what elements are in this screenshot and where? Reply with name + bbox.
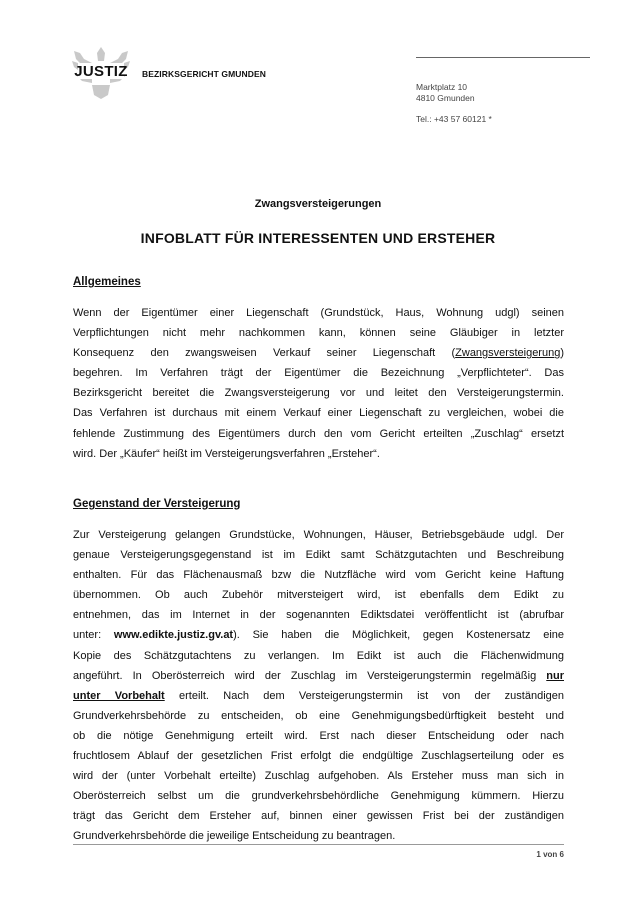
text-line: Verpflichtungen nicht mehr nachkommen kann, können seine Gläubiger in letzter — [73, 327, 564, 340]
section-heading-allgemeines: Allgemeines — [73, 276, 141, 288]
justiz-logo — [70, 45, 132, 100]
text-line: unter Vorbehalt erteilt. Nach dem Versteigerungstermin ist von der zuständigen — [73, 689, 564, 702]
text-line: ob die nötige Genehmigung erteilt wird. Erst nach dieser Entscheidung oder nach — [73, 729, 564, 742]
footer-divider — [73, 844, 564, 845]
address-street: Marktplatz 10 — [416, 82, 468, 92]
text-line: fehlende Zustimmung des Eigentümers durch den vom Gericht erteilten „Zuschlag“ ersetzt — [73, 427, 564, 440]
section-body-gegenstand — [73, 525, 564, 847]
text-line: Kopie des Schätzgutachtens zu verlangen. Im Edikt ist auch die Flächenwidmung — [73, 649, 564, 662]
page-number: 1 von 6 — [536, 850, 564, 859]
text-line: angeführt. In Oberösterreich wird der Zuschlag im Versteigerungstermin regelmäßig nur — [73, 669, 564, 682]
zwangsversteigerung-link[interactable]: Zwangsversteigerung — [455, 347, 561, 360]
text-line: Oberösterreich selbst um die grundverkehrsbehördliche Genehmigung kümmern. Hierzu — [73, 790, 564, 803]
court-name: BEZIRKSGERICHT GMUNDEN — [142, 69, 267, 79]
text-line: Bezirksgericht bereitet die Zwangsversteigerung vor und leitet den Versteigerungstermin. — [73, 387, 564, 400]
emphasis-nur: nur — [546, 669, 564, 682]
address-city: 4810 Gmunden — [416, 93, 475, 103]
text-line: Zur Versteigerung gelangen Grundstücke, Wohnungen, Häuser, Betriebsgebäude udgl. Der — [73, 529, 564, 541]
section-body-allgemeines — [73, 303, 564, 464]
text-line: Das Verfahren ist durchaus mit einem Verkauf einer Liegenschaft zu vergleichen, wobei die — [73, 407, 564, 420]
phone-number: Tel.: +43 57 60121 * — [416, 114, 492, 124]
text-line: unter: www.edikte.justiz.gv.at). Sie haben die Möglichkeit, gegen Kostenersatz eine — [73, 629, 565, 642]
text-line: wird. Der „Käufer“ heißt im Versteigerungsverfahren „Ersteher“. — [73, 447, 380, 460]
text-line: trägt das Gericht dem Ersteher auf, binnen einer gewissen Frist bei der zuständigen — [73, 810, 564, 823]
document-title: INFOBLATT FÜR INTERESSENTEN UND ERSTEHER — [140, 230, 496, 246]
text-line: Grundverkehrsbehörde zu entscheiden, ob eine Genehmigungsbedürftigkeit besteht und — [73, 709, 564, 722]
text-line: fruchtlosem Ablauf der gesetzlichen Frist erfolgt die endgültige Zuschlagserteilung oder es — [73, 750, 564, 763]
text-line: entnehmen, das im Internet in der sogenannten Ediktsdatei veröffentlicht ist (abrufbar — [73, 609, 564, 622]
document-subtitle: Zwangsversteigerungen — [254, 198, 382, 210]
court-address — [416, 82, 492, 125]
logo-text: JUSTIZ — [74, 63, 128, 80]
text-line: genaue Versteigerungsgegenstand ist im Edikt samt Schätzgutachten und Beschreibung — [73, 549, 564, 562]
text-line: Wenn der Eigentümer einer Liegenschaft (Grundstück, Haus, Wohnung udgl) seinen — [73, 307, 564, 319]
eagle-emblem-icon — [70, 45, 132, 100]
text-line: Grundverkehrsbehörde die jeweilige Entscheidung zu beantragen. — [73, 830, 396, 843]
section-heading-gegenstand: Gegenstand der Versteigerung — [73, 498, 241, 510]
text-line: Konsequenz den zwangsweisen Verkauf seiner Liegenschaft (Zwangsversteigerung) — [73, 347, 564, 360]
text-line: wird der (unter Vorbehalt erteilte) Zuschlag aufgehoben. Als Ersteher muss man sich in — [73, 770, 564, 783]
text-line: begehren. Im Verfahren trägt der Eigentümer die Bezeichnung „Verpflichteter“. Das — [73, 367, 564, 380]
text-line: übernommen. Ob auch Zubehör mitversteigert wird, ist ebenfalls dem Edikt zu — [73, 589, 564, 602]
header-divider — [416, 57, 590, 58]
edikte-url-link[interactable]: www.edikte.justiz.gv.at — [113, 629, 234, 642]
emphasis-unter-vorbehalt: unter Vorbehalt — [73, 689, 165, 702]
text-line: enthalten. Für das Flächenausmaß bzw die Nutzfläche wird vom Gericht keine Haftung — [73, 569, 564, 582]
